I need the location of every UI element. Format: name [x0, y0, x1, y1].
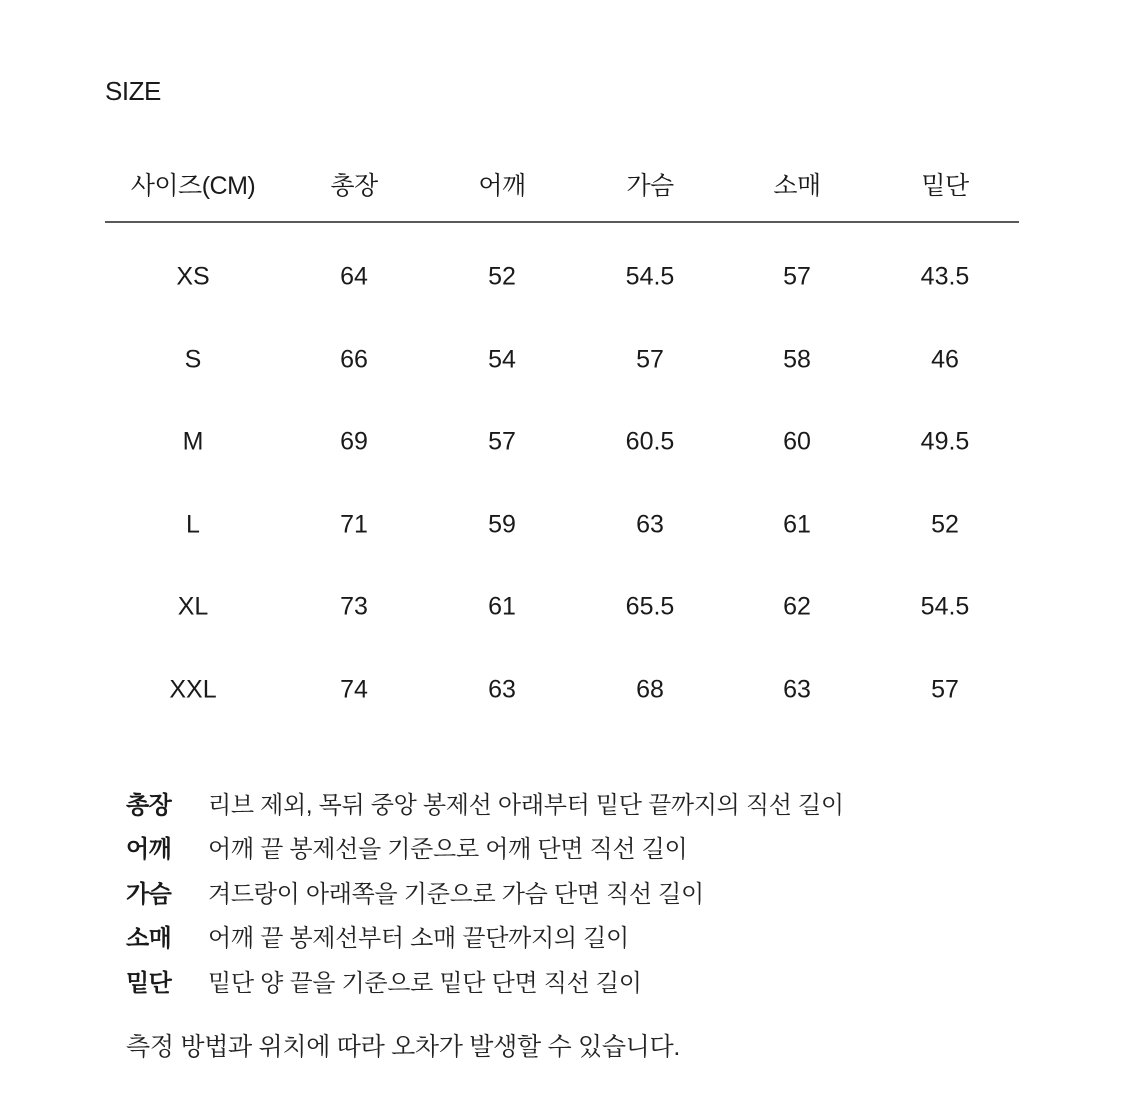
cell-hem: 54.5: [920, 592, 970, 621]
cell-size: L: [186, 510, 200, 539]
measurement-note: 측정 방법과 위치에 따라 오차가 발생할 수 있습니다.: [126, 1033, 681, 1061]
cell-sleeve: 58: [783, 345, 811, 374]
cell-chest: 63: [636, 510, 664, 539]
header-size: 사이즈(CM): [130, 172, 256, 200]
cell-chest: 60.5: [625, 427, 675, 456]
legend-item: [126, 958, 844, 1003]
cell-total-length: 73: [340, 592, 368, 621]
cell-hem: 49.5: [920, 427, 970, 456]
cell-shoulder: 63: [488, 675, 516, 704]
cell-chest: 54.5: [625, 262, 675, 291]
section-title: SIZE: [105, 76, 161, 106]
cell-sleeve: 62: [783, 592, 811, 621]
cell-size: XXL: [169, 675, 217, 704]
cell-size: XL: [177, 592, 209, 621]
legend-term: 밑단: [126, 969, 172, 997]
legend-description: 겨드랑이 아래쪽을 기준으로 가슴 단면 직선 길이: [208, 880, 704, 908]
measurement-legend: [126, 780, 844, 1003]
legend-item: [126, 780, 844, 825]
header-total-length: 총장: [330, 172, 378, 200]
cell-sleeve: 60: [783, 427, 811, 456]
cell-shoulder: 54: [488, 345, 516, 374]
header-sleeve: 소매: [773, 172, 821, 200]
legend-item: [126, 914, 844, 959]
cell-sleeve: 63: [783, 675, 811, 704]
cell-size: XS: [176, 262, 210, 291]
cell-total-length: 66: [340, 345, 368, 374]
legend-term: 총장: [126, 791, 172, 819]
cell-size: S: [184, 345, 202, 374]
cell-sleeve: 61: [783, 510, 811, 539]
cell-shoulder: 57: [488, 427, 516, 456]
header-chest: 가슴: [626, 172, 674, 200]
cell-shoulder: 61: [488, 592, 516, 621]
header-hem: 밑단: [921, 172, 969, 200]
legend-description: 밑단 양 끝을 기준으로 밑단 단면 직선 길이: [208, 969, 642, 997]
cell-total-length: 69: [340, 427, 368, 456]
cell-chest: 57: [636, 345, 664, 374]
legend-term: 소매: [126, 925, 172, 953]
cell-hem: 57: [931, 675, 959, 704]
legend-description: 어깨 끝 봉제선부터 소매 끝단까지의 길이: [208, 925, 629, 953]
cell-total-length: 64: [340, 262, 368, 291]
header-divider: [105, 221, 1019, 223]
cell-total-length: 71: [340, 510, 368, 539]
cell-chest: 68: [636, 675, 664, 704]
cell-shoulder: 52: [488, 262, 516, 291]
cell-sleeve: 57: [783, 262, 811, 291]
header-shoulder: 어깨: [478, 172, 526, 200]
legend-term: 어깨: [126, 836, 172, 864]
legend-term: 가슴: [126, 880, 172, 908]
cell-hem: 43.5: [920, 262, 970, 291]
legend-item: [126, 825, 844, 870]
cell-chest: 65.5: [625, 592, 675, 621]
cell-total-length: 74: [340, 675, 368, 704]
cell-hem: 52: [931, 510, 959, 539]
cell-shoulder: 59: [488, 510, 516, 539]
legend-item: [126, 869, 844, 914]
legend-description: 어깨 끝 봉제선을 기준으로 어깨 단면 직선 길이: [208, 836, 688, 864]
cell-size: M: [182, 427, 204, 456]
legend-description: 리브 제외, 목뒤 중앙 봉제선 아래부터 밑단 끝까지의 직선 길이: [208, 791, 844, 819]
cell-hem: 46: [931, 345, 959, 374]
